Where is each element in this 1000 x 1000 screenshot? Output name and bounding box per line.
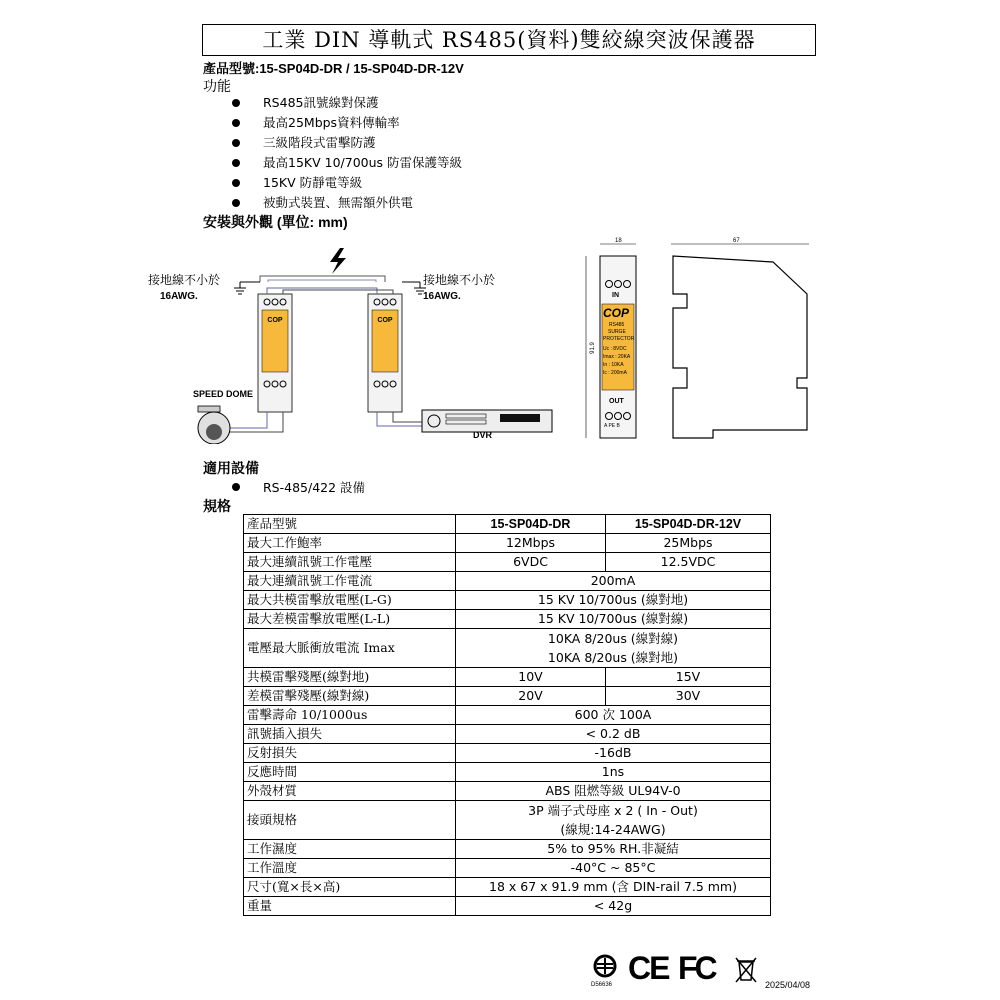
- cell-value: 12.5VDC: [606, 553, 771, 572]
- ground-note-left: 接地線不小於: [148, 273, 221, 287]
- list-item: 被動式裝置、無需額外供電: [232, 193, 462, 213]
- bullet-icon: [232, 483, 240, 491]
- weee-bin-icon: [734, 956, 758, 984]
- cell-value: 12Mbps: [456, 534, 606, 553]
- device-ic: Ic : 200mA: [603, 370, 627, 376]
- row-label: 電壓最大脈衝放電流 Imax: [244, 629, 456, 668]
- table-header-row: [244, 515, 771, 534]
- row-label: 接頭規格: [244, 801, 456, 840]
- bullet-icon: [232, 179, 240, 187]
- ce-mark-icon: CE: [628, 950, 669, 986]
- speed-dome-label: SPEED DOME: [193, 389, 254, 399]
- table-row: [244, 859, 771, 878]
- list-item: 最高15KV 10/700us 防雷保護等級: [232, 153, 462, 173]
- table-row: [244, 591, 771, 610]
- row-label: 尺寸(寬×長×高): [244, 878, 456, 897]
- device-in-current: In : 10KA: [603, 362, 624, 368]
- cell-value: 20V: [456, 687, 606, 706]
- cell-value: 200mA: [456, 572, 771, 591]
- cell-value: 15 KV 10/700us (線對地): [456, 591, 771, 610]
- bsmi-icon: [590, 954, 620, 980]
- applicable-heading: 適用設備: [203, 460, 259, 476]
- table-row: [244, 801, 771, 840]
- speed-dome-camera-icon: [198, 406, 230, 444]
- table-row: [244, 553, 771, 572]
- cell-value: 30V: [606, 687, 771, 706]
- device-protector: PROTECTOR: [603, 336, 635, 342]
- row-label: 最大工作鮑率: [244, 534, 456, 553]
- list-item: 最高25Mbps資料傳輸率: [232, 113, 462, 133]
- row-label: 外殼材質: [244, 782, 456, 801]
- install-heading: 安裝與外觀 (單位: mm): [203, 214, 348, 230]
- ground-awg-left: 16AWG.: [160, 291, 198, 302]
- spec-table: [243, 514, 771, 916]
- device-side-view: [665, 238, 815, 448]
- dvr-label: DVR: [473, 430, 493, 440]
- bullet-icon: [232, 159, 240, 167]
- cell-value: 10KA 8/20us (線對線) 10KA 8/20us (線對地): [456, 629, 771, 668]
- bullet-icon: [232, 139, 240, 147]
- device-model: RS485: [609, 322, 625, 328]
- cell-value: -40°C ~ 85°C: [456, 859, 771, 878]
- row-label: 最大連續訊號工作電流: [244, 572, 456, 591]
- device-pins: A PE B: [604, 423, 620, 429]
- table-row: [244, 878, 771, 897]
- table-header-cell: 產品型號: [244, 515, 456, 534]
- cell-value: -16dB: [456, 744, 771, 763]
- cell-value: 1ns: [456, 763, 771, 782]
- row-label: 重量: [244, 897, 456, 916]
- surge-device-1: [258, 294, 292, 412]
- table-row: [244, 782, 771, 801]
- dvr-icon: [422, 410, 552, 432]
- spec-heading: 規格: [203, 498, 231, 514]
- row-label: 訊號插入損失: [244, 725, 456, 744]
- cell-value: 15 KV 10/700us (線對線): [456, 610, 771, 629]
- device-imax: Imax : 20KA: [603, 354, 631, 360]
- table-row: [244, 668, 771, 687]
- device-in-label: IN: [612, 292, 619, 299]
- cell-value: < 42g: [456, 897, 771, 916]
- cell-value: 6VDC: [456, 553, 606, 572]
- table-row: [244, 744, 771, 763]
- bullet-icon: [232, 99, 240, 107]
- list-item: 三級階段式雷擊防護: [232, 133, 462, 153]
- table-row: [244, 897, 771, 916]
- bullet-icon: [232, 199, 240, 207]
- cell-value: 5% to 95% RH.非凝結: [456, 840, 771, 859]
- dim-width: 18: [615, 238, 622, 244]
- row-label: 反射損失: [244, 744, 456, 763]
- row-label: 工作濕度: [244, 840, 456, 859]
- bsmi-code: D56636: [591, 982, 613, 988]
- ground-icon: [234, 282, 260, 294]
- cell-value: 15V: [606, 668, 771, 687]
- model-line: 產品型號:15-SP04D-DR / 15-SP04D-DR-12V: [203, 61, 464, 76]
- row-label: 雷擊壽命 10/1000us: [244, 706, 456, 725]
- table-row: [244, 610, 771, 629]
- cell-value: < 0.2 dB: [456, 725, 771, 744]
- row-label: 共模雷擊殘壓(線對地): [244, 668, 456, 687]
- cell-value: 25Mbps: [606, 534, 771, 553]
- device-uc: Uc : 8VDC: [603, 346, 627, 352]
- fcc-mark-icon: FC: [678, 950, 715, 986]
- device-out-label: OUT: [609, 398, 624, 405]
- svg-text:COP: COP: [377, 317, 393, 324]
- dim-height: 91.9: [589, 342, 596, 354]
- table-header-cell: 15-SP04D-DR: [456, 515, 606, 534]
- footer-date: 2025/04/08: [765, 980, 811, 990]
- ground-note-right: 接地線不小於: [423, 273, 496, 287]
- table-row: [244, 572, 771, 591]
- row-label: 反應時間: [244, 763, 456, 782]
- row-label: 最大共模雷擊放電壓(L-G): [244, 591, 456, 610]
- table-header-cell: 15-SP04D-DR-12V: [606, 515, 771, 534]
- table-row: [244, 687, 771, 706]
- bullet-icon: [232, 119, 240, 127]
- lightning-icon: [330, 248, 346, 274]
- row-label: 工作溫度: [244, 859, 456, 878]
- row-label: 差模雷擊殘壓(線對線): [244, 687, 456, 706]
- cell-value: 600 次 100A: [456, 706, 771, 725]
- device-brand: COP: [603, 306, 630, 320]
- row-label: 最大差模雷擊放電壓(L-L): [244, 610, 456, 629]
- svg-text:COP: COP: [267, 317, 283, 324]
- ground-awg-right: 16AWG.: [423, 291, 461, 302]
- device-surge: SURGE: [608, 329, 626, 335]
- table-row: [244, 763, 771, 782]
- table-row: [244, 725, 771, 744]
- table-row: [244, 706, 771, 725]
- table-row: [244, 629, 771, 668]
- page-title: 工業 DIN 導軌式 RS485(資料)雙絞線突波保護器: [202, 24, 816, 56]
- cell-value: ABS 阻燃等級 UL94V-0: [456, 782, 771, 801]
- dim-depth: 67: [733, 238, 740, 244]
- cell-value: 10V: [456, 668, 606, 687]
- cell-value: 3P 端子式母座 x 2 ( In - Out) (線規:14-24AWG): [456, 801, 771, 840]
- table-row: [244, 534, 771, 553]
- function-heading: 功能: [203, 78, 231, 94]
- feature-list: [232, 93, 462, 213]
- list-item: RS485訊號線對保護: [232, 93, 462, 113]
- row-label: 最大連續訊號工作電壓: [244, 553, 456, 572]
- table-row: [244, 840, 771, 859]
- wiring-diagram: [140, 238, 580, 444]
- applicable-item: RS-485/422 設備: [232, 478, 365, 498]
- cell-value: 18 x 67 x 91.9 mm (含 DIN-rail 7.5 mm): [456, 878, 771, 897]
- surge-device-2: [368, 294, 402, 412]
- list-item: 15KV 防靜電等級: [232, 173, 462, 193]
